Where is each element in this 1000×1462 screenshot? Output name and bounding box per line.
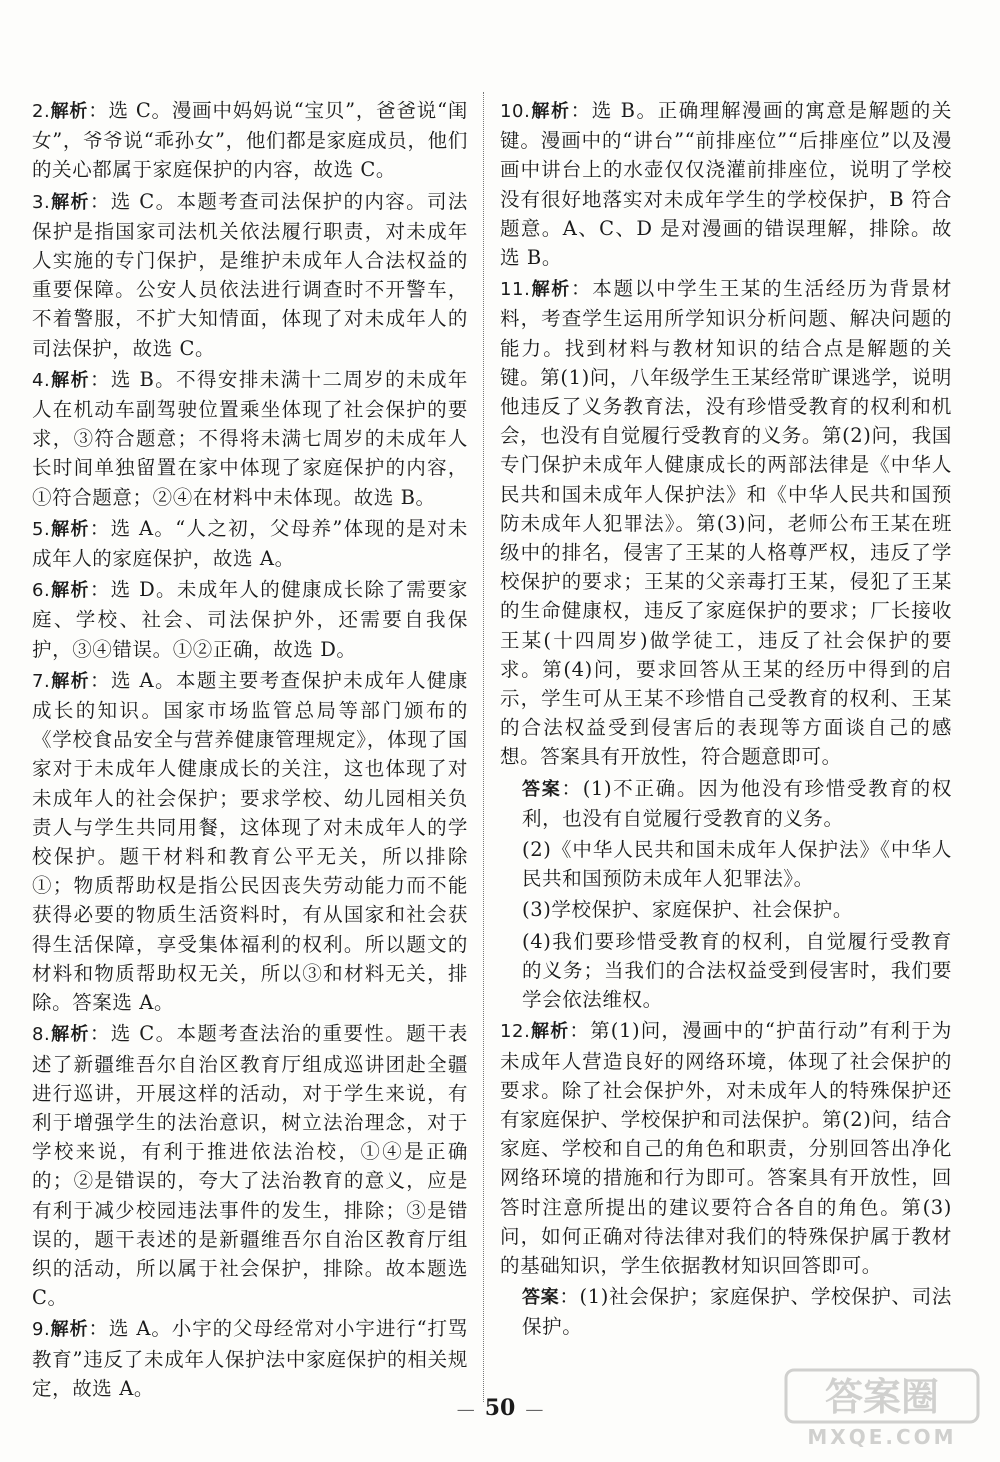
answer-item-12 [500, 1016, 952, 1280]
item-keyword: 答案 [522, 778, 562, 800]
item-text: ：选 C。本题考查司法保护的内容。司法保护是指国家司法机关依法履行职责，对未成年人实施的专门保护，是维护未成年人合法权益的重要保障。公安人员依法进行调查时不开警车，不着警服，不扩大知情面，体现了对未成年人的司法保护，故选 C。 [32, 189, 468, 360]
item-text: ：选 A。小宇的父母经常对小宇进行“打骂教育”违反了未成年人保护法中家庭保护的相关规定，故选 A。 [32, 1317, 469, 1400]
item-number: 6. [32, 580, 51, 602]
answer-item-9 [32, 1314, 468, 1403]
left-column [32, 96, 468, 1405]
item-text: ：选 B。正确理解漫画的寓意是解题的关键。漫画中的“讲台”“前排座位”“后排座位”以及漫画中讲台上的水壶仅仅浇灌前排座位，说明了学校没有很好地落实对未成年学生的学校保护，B 符合题意。A、C、D 是对漫画的错误理解，排除。故选 B。 [500, 99, 953, 270]
item-number: 12. [500, 1021, 531, 1043]
item-keyword: 解析 [50, 670, 91, 692]
answer-item-7 [32, 666, 468, 1017]
svg-text:MXQE.COM: MXQE.COM [807, 1425, 957, 1449]
item-text: ：本题以中学生王某的生活经历为背景材料，考查学生运用所学知识分析问题、解决问题的能力。找到材料与教材知识的结合点是解题的关键。第(1)问，八年级学生王某经常旷课逃学，说明他违反了义务教育法，没有珍惜受教育的权利和机会，也没有自觉履行受教育的义务。第(2)问，我国专门保护未成年人健康成长的两部法律是《中华人民共和国未成年人保护法》和《中华人民共和国预防未成年人犯罪法》。第(3)问，老师公布王某在班级中的排名，侵害了王某的人格尊严权，违反了学校保护的要求；王某的父亲毒打王某，侵犯了王某的生命健康权，违反了家庭保护的要求；厂长接收王某(十四周岁)做学徒工，违反了社会保护的要求。第(4)问，要求回答从王某的经历中得到的启示，学生可从王某不珍惜自己受教育的权利、王某的合法权益受到侵害后的表现等方面谈自己的感想。答案具有开放性，符合题意即可。 [500, 277, 952, 769]
column-divider [483, 92, 484, 1402]
item-text: ：选 A。本题主要考查保护未成年人健康成长的知识。国家市场监管总局等部门颁布的《学校食品安全与营养健康管理规定》，体现了国家对于未成年人健康成长的关注，这也体现了对未成年人的社会保护；要求学校、幼儿园相关负责人与学生共同用餐，这体现了对未成年人的学校保护。题干材料和教育公平无关，所以排除①；物质帮助权是指公民因丧失劳动能力而不能获得必要的物质生活资料时，有从国家和社会获得生活保障，享受集体福利的权利。所以题文的材料和物质帮助权无关，所以③和材料无关，排除。答案选 A。 [32, 668, 469, 1015]
answer-item-8 [32, 1019, 468, 1312]
item-text: (4)我们要珍惜受教育的权利，自觉履行受教育的义务；当我们的合法权益受到侵害时，我们要学会依法维权。 [522, 929, 952, 1012]
item-keyword: 解析 [50, 191, 90, 213]
item-number: 10. [500, 101, 531, 122]
item-text: ：选 C。漫画中妈妈说“宝贝”，爸爸说“闺女”，爷爷说“乖孙女”，他们都是家庭成员，他们的关心都属于家庭保护的内容，故选 C。 [32, 99, 468, 182]
answer-11-part-2 [500, 835, 952, 893]
item-keyword: 解析 [530, 279, 572, 301]
page-number: 50 [484, 1395, 516, 1421]
item-number: 8. [32, 1024, 51, 1046]
item-keyword: 解析 [50, 1319, 89, 1341]
item-text: ：选 C。本题考查法治的重要性。题干表述了新疆维吾尔自治区教育厅组成巡讲团赴全疆进行巡讲，开展这样的活动，对于学生来说，有利于增强学生的法治意识，树立法治理念，对于学校来说，有利于推进依法治校，①④是正确的；②是错误的，夸大了法治教育的意义，应是有利于减少校园违法事件的发生，排除；③是错误的，题干表述的是新疆维吾尔自治区教育厅组织的活动，所以属于社会保护，排除。故本题选 C。 [32, 1022, 468, 1310]
answer-item-3 [32, 187, 468, 363]
watermark-logo [782, 1366, 982, 1450]
item-keyword: 答案 [522, 1287, 560, 1309]
answer-item-2 [32, 96, 468, 185]
item-keyword: 解析 [530, 101, 571, 122]
item-keyword: 解析 [530, 1021, 570, 1043]
answer-item-5 [32, 514, 468, 573]
item-text: ：(1)不正确。因为他没有珍惜受教育的权利，也没有自觉履行受教育的义务。 [522, 776, 952, 830]
footer-dash: — [456, 1399, 475, 1420]
item-number: 5. [32, 518, 51, 540]
item-number: 7. [32, 670, 51, 692]
answer-11-part-3 [500, 895, 952, 924]
item-number: 9. [32, 1319, 51, 1341]
answer-item-11 [500, 274, 952, 771]
answer-11-part-1 [500, 774, 952, 833]
item-text: ：(1)社会保护；家庭保护、学校保护、司法保护。 [522, 1285, 952, 1339]
item-keyword: 解析 [50, 1024, 90, 1046]
item-text: ：选 A。“人之初，父母养”体现的是对未成年人的家庭保护，故选 A。 [32, 516, 468, 571]
item-keyword: 解析 [50, 369, 91, 391]
answer-item-4 [32, 365, 468, 512]
item-number: 11. [500, 279, 531, 301]
answer-item-6 [32, 575, 468, 664]
item-text: (3)学校保护、家庭保护、社会保护。 [522, 898, 853, 922]
item-text: ：选 B。不得安排未满十二周岁的未成年人在机动车副驾驶位置乘坐体现了社会保护的要求，③符合题意；不得将未满七周岁的未成年人长时间单独留置在家中体现了家庭保护的内容，①符合题意；②④在材料中未体现。故选 B。 [32, 367, 469, 509]
answer-12-part-1 [500, 1282, 952, 1341]
item-text: ：选 D。未成年人的健康成长除了需要家庭、学校、社会、司法保护外，还需要自我保护，③④错误。①②正确，故选 D。 [32, 578, 469, 661]
answer-11-part-4 [500, 927, 952, 1015]
right-column [500, 96, 952, 1344]
item-text: (2)《中华人民共和国未成年人保护法》《中华人民共和国预防未成年人犯罪法》。 [522, 838, 952, 891]
item-number: 2. [32, 101, 51, 122]
svg-text:答案圈: 答案圈 [824, 1375, 940, 1419]
answer-item-10 [500, 96, 952, 272]
item-text: ：第(1)问，漫画中的“护苗行动”有利于为未成年人营造良好的网络环境，体现了社会保护的要求。除了社会保护外，对未成年人的特殊保护还有家庭保护、学校保护和司法保护。第(2)问，结合家庭、学校和自己的角色和职责，分别回答出净化网络环境的措施和行为即可。答案具有开放性，回答时注意所提出的建议要符合各自的角色。第(3)问，如何正确对待法律对我们的特殊保护属于教材的基础知识，学生依据教材知识回答即可。 [500, 1019, 952, 1277]
item-number: 4. [32, 369, 51, 391]
footer-dash: — [525, 1399, 544, 1420]
item-number: 3. [32, 191, 51, 213]
item-keyword: 解析 [50, 580, 90, 602]
item-keyword: 解析 [50, 518, 90, 540]
item-keyword: 解析 [50, 101, 89, 122]
